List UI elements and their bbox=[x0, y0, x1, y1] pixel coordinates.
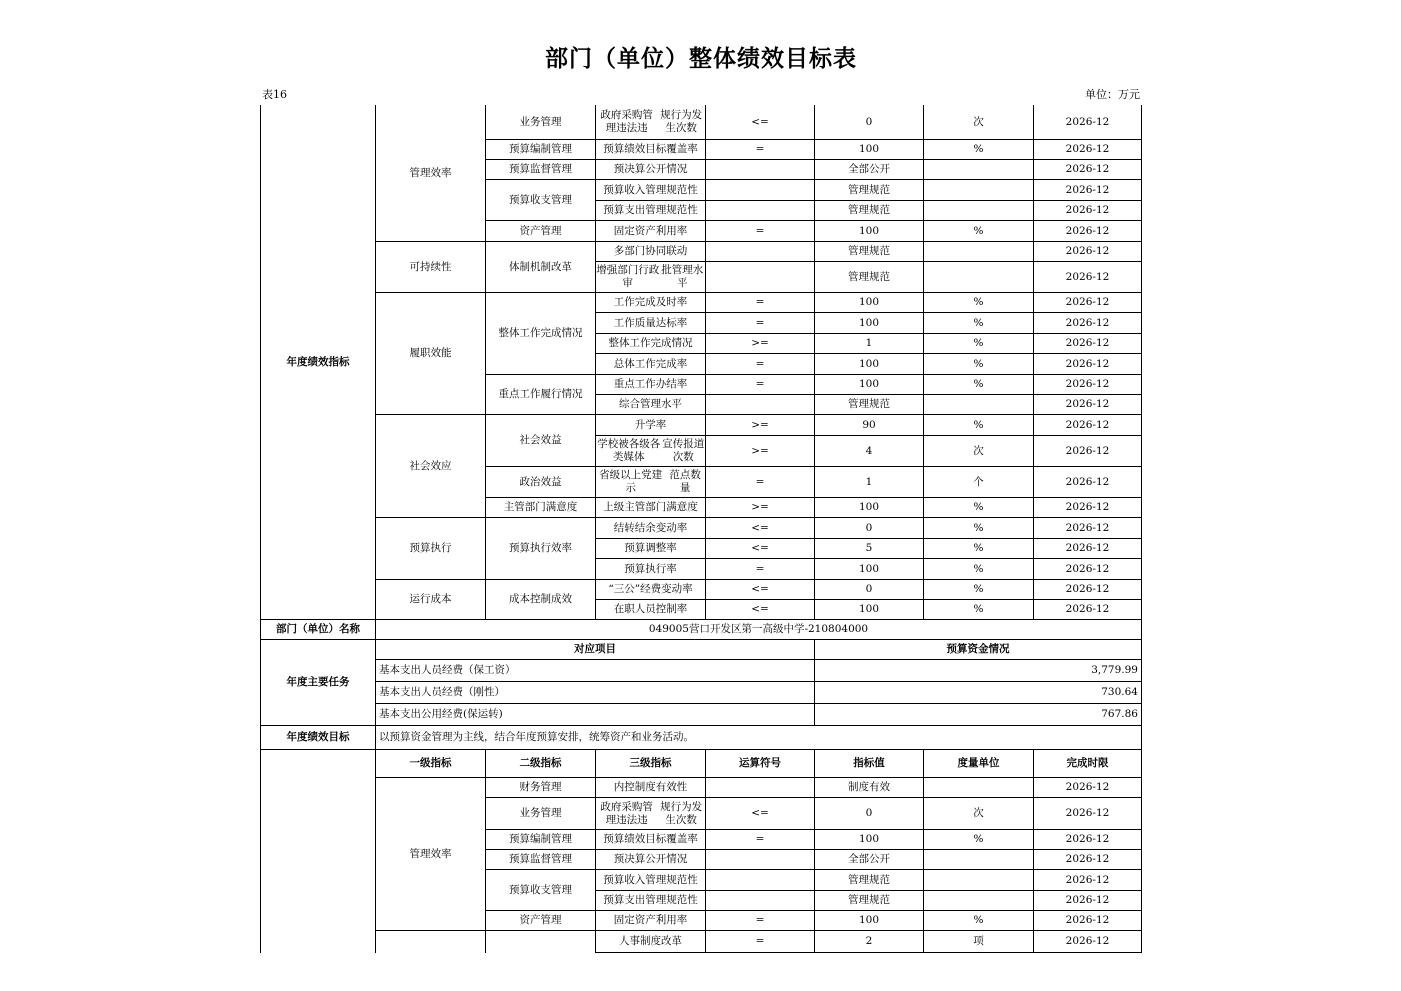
task-project-cell: 基本支出人员经费（刚性） bbox=[375, 682, 814, 704]
indicator-l3-cell: 学校被各级各类媒体 宣传报道次数 bbox=[595, 436, 705, 467]
operator-cell: <= bbox=[705, 580, 814, 600]
operator-cell: <= bbox=[705, 600, 814, 620]
indicator-l3-cell: 政府采购管理违法违 规行为发生次数 bbox=[595, 105, 705, 140]
header-3: 三级指标 bbox=[595, 750, 705, 778]
measure-unit-cell: 次 bbox=[923, 798, 1033, 830]
indicator-l3-cell: 预算支出管理规范性 bbox=[595, 201, 705, 221]
page-title: 部门（单位）整体绩效目标表 bbox=[545, 46, 857, 72]
indicator-l3-cell: 工作质量达标率 bbox=[595, 313, 705, 334]
indicator-value-cell: 1 bbox=[814, 467, 923, 498]
indicator-value-cell: 管理规范 bbox=[814, 242, 923, 262]
deadline-cell: 2026-12 bbox=[1033, 850, 1142, 870]
deadline-cell: 2026-12 bbox=[1033, 354, 1142, 375]
operator-cell: <= bbox=[705, 539, 814, 559]
indicator-value-cell: 0 bbox=[814, 798, 923, 830]
operator-cell: = bbox=[705, 293, 814, 313]
indicator-value-cell: 0 bbox=[814, 518, 923, 539]
indicator-l3-cell: 预算支出管理规范性 bbox=[595, 891, 705, 911]
indicator-l3-cell: 整体工作完成情况 bbox=[595, 334, 705, 354]
deadline-cell: 2026-12 bbox=[1033, 798, 1142, 830]
measure-unit-cell bbox=[923, 160, 1033, 180]
indicator-l1-cell: 预算执行 bbox=[375, 518, 485, 580]
indicator-l3-cell: 在职人员控制率 bbox=[595, 600, 705, 620]
indicator-l3-cell: 增强部门行政审 批管理水平 bbox=[595, 262, 705, 293]
deadline-cell: 2026-12 bbox=[1033, 436, 1142, 467]
operator-cell bbox=[705, 891, 814, 911]
task-project-cell: 基本支出公用经费(保运转) bbox=[375, 704, 814, 726]
measure-unit-cell bbox=[923, 201, 1033, 221]
header-7: 完成时限 bbox=[1033, 750, 1142, 778]
measure-unit-cell: 次 bbox=[923, 105, 1033, 140]
deadline-cell: 2026-12 bbox=[1033, 105, 1142, 140]
measure-unit-cell: % bbox=[923, 498, 1033, 518]
operator-cell bbox=[705, 778, 814, 798]
indicator-l3-cell: 政府采购管理违法违 规行为发生次数 bbox=[595, 798, 705, 830]
operator-cell: = bbox=[705, 559, 814, 580]
indicator-value-cell: 100 bbox=[814, 313, 923, 334]
indicator-value-cell: 100 bbox=[814, 911, 923, 931]
indicator-l3-cell: 预算执行率 bbox=[595, 559, 705, 580]
indicator-l2-cell: 资产管理 bbox=[485, 911, 595, 931]
deadline-cell: 2026-12 bbox=[1033, 891, 1142, 911]
indicator-l3-cell: 总体工作完成率 bbox=[595, 354, 705, 375]
indicator-l1-cell: 社会效应 bbox=[375, 415, 485, 518]
measure-unit-cell: % bbox=[923, 518, 1033, 539]
operator-cell: = bbox=[705, 830, 814, 850]
indicator-value-cell: 管理规范 bbox=[814, 262, 923, 293]
deadline-cell: 2026-12 bbox=[1033, 518, 1142, 539]
measure-unit-cell bbox=[923, 262, 1033, 293]
deadline-cell: 2026-12 bbox=[1033, 559, 1142, 580]
indicator-l2-cell: 体制机制改革 bbox=[485, 242, 595, 293]
indicator-value-cell: 1 bbox=[814, 334, 923, 354]
operator-cell bbox=[705, 160, 814, 180]
indicator-l3-cell: 多部门协同联动 bbox=[595, 242, 705, 262]
deadline-cell: 2026-12 bbox=[1033, 415, 1142, 436]
indicator-l3-cell: 重点工作办结率 bbox=[595, 375, 705, 395]
section-annual-indicators-cont bbox=[260, 750, 375, 953]
operator-cell: >= bbox=[705, 498, 814, 518]
indicator-l3-cell: 上级主管部门满意度 bbox=[595, 498, 705, 518]
deadline-cell: 2026-12 bbox=[1033, 375, 1142, 395]
indicator-l2-cell: 预算执行效率 bbox=[485, 518, 595, 580]
indicator-value-cell: 5 bbox=[814, 539, 923, 559]
operator-cell bbox=[705, 850, 814, 870]
indicator-l3-cell: 预算调整率 bbox=[595, 539, 705, 559]
deadline-cell: 2026-12 bbox=[1033, 467, 1142, 498]
indicator-value-cell: 100 bbox=[814, 498, 923, 518]
unit-label: 单位：万元 bbox=[1085, 88, 1140, 101]
deadline-cell: 2026-12 bbox=[1033, 778, 1142, 798]
deadline-cell: 2026-12 bbox=[1033, 600, 1142, 620]
indicator-value-cell: 100 bbox=[814, 140, 923, 160]
deadline-cell: 2026-12 bbox=[1033, 539, 1142, 559]
measure-unit-cell: % bbox=[923, 415, 1033, 436]
indicator-l3-cell: 升学率 bbox=[595, 415, 705, 436]
dept-name-value: 049005营口开发区第一高级中学-210804000 bbox=[375, 620, 1142, 640]
dept-name-label: 部门（单位）名称 bbox=[260, 620, 375, 640]
indicator-l3-cell: 预决算公开情况 bbox=[595, 850, 705, 870]
indicator-l1-cell-cont bbox=[375, 931, 485, 953]
operator-cell: = bbox=[705, 354, 814, 375]
operator-cell bbox=[705, 870, 814, 891]
task-amount-cell: 730.64 bbox=[814, 682, 1142, 704]
table-number: 表16 bbox=[262, 88, 287, 101]
tasks-col-project: 对应项目 bbox=[375, 640, 814, 660]
tasks-col-budget: 预算资金情况 bbox=[814, 640, 1142, 660]
indicator-l3-cell: 结转结余变动率 bbox=[595, 518, 705, 539]
indicator-value-cell: 全部公开 bbox=[814, 850, 923, 870]
indicator-value-cell: 管理规范 bbox=[814, 201, 923, 221]
indicator-l1-cell: 管理效率 bbox=[375, 105, 485, 242]
indicator-value-cell: 100 bbox=[814, 830, 923, 850]
indicator-l3-cell: 预算绩效目标覆盖率 bbox=[595, 140, 705, 160]
indicator-l2-cell: 业务管理 bbox=[485, 798, 595, 830]
deadline-cell: 2026-12 bbox=[1033, 293, 1142, 313]
indicator-l3-cell: 省级以上党建示 范点数量 bbox=[595, 467, 705, 498]
operator-cell: <= bbox=[705, 105, 814, 140]
operator-cell bbox=[705, 201, 814, 221]
indicator-value-cell: 100 bbox=[814, 559, 923, 580]
indicator-value-cell: 管理规范 bbox=[814, 395, 923, 415]
indicator-l2-cell: 业务管理 bbox=[485, 105, 595, 140]
indicator-l3-cell: 内控制度有效性 bbox=[595, 778, 705, 798]
operator-cell: = bbox=[705, 221, 814, 242]
task-amount-cell: 3,779.99 bbox=[814, 660, 1142, 682]
indicator-value-cell: 管理规范 bbox=[814, 870, 923, 891]
deadline-cell: 2026-12 bbox=[1033, 830, 1142, 850]
deadline-cell: 2026-12 bbox=[1033, 395, 1142, 415]
indicator-value-cell: 管理规范 bbox=[814, 891, 923, 911]
measure-unit-cell: % bbox=[923, 830, 1033, 850]
indicator-l3-cell: 人事制度改革 bbox=[595, 931, 705, 953]
deadline-cell: 2026-12 bbox=[1033, 201, 1142, 221]
indicator-l3-cell: 综合管理水平 bbox=[595, 395, 705, 415]
task-amount-cell: 767.86 bbox=[814, 704, 1142, 726]
indicator-value-cell: 制度有效 bbox=[814, 778, 923, 798]
indicator-l2-cell: 预算编制管理 bbox=[485, 140, 595, 160]
indicator-l3-cell: 预算收入管理规范性 bbox=[595, 180, 705, 201]
measure-unit-cell: % bbox=[923, 539, 1033, 559]
operator-cell: = bbox=[705, 140, 814, 160]
indicator-l2-cell: 预算监督管理 bbox=[485, 850, 595, 870]
indicator-l1-cell: 履职效能 bbox=[375, 293, 485, 415]
tasks-label: 年度主要任务 bbox=[260, 640, 375, 726]
operator-cell: = bbox=[705, 931, 814, 953]
deadline-cell: 2026-12 bbox=[1033, 498, 1142, 518]
deadline-cell: 2026-12 bbox=[1033, 911, 1142, 931]
indicator-value-cell: 2 bbox=[814, 931, 923, 953]
operator-cell: >= bbox=[705, 415, 814, 436]
indicator-value-cell: 100 bbox=[814, 221, 923, 242]
measure-unit-cell: % bbox=[923, 375, 1033, 395]
measure-unit-cell: 次 bbox=[923, 436, 1033, 467]
indicator-l2-cell: 预算收支管理 bbox=[485, 870, 595, 911]
indicator-l2-cell: 预算监督管理 bbox=[485, 160, 595, 180]
measure-unit-cell: % bbox=[923, 313, 1033, 334]
indicator-value-cell: 100 bbox=[814, 354, 923, 375]
measure-unit-cell bbox=[923, 395, 1033, 415]
deadline-cell: 2026-12 bbox=[1033, 580, 1142, 600]
deadline-cell: 2026-12 bbox=[1033, 160, 1142, 180]
measure-unit-cell bbox=[923, 850, 1033, 870]
deadline-cell: 2026-12 bbox=[1033, 180, 1142, 201]
measure-unit-cell bbox=[923, 870, 1033, 891]
operator-cell: <= bbox=[705, 518, 814, 539]
indicator-l3-cell: 预决算公开情况 bbox=[595, 160, 705, 180]
task-project-cell: 基本支出人员经费（保工资） bbox=[375, 660, 814, 682]
header-1: 一级指标 bbox=[375, 750, 485, 778]
deadline-cell: 2026-12 bbox=[1033, 221, 1142, 242]
measure-unit-cell: % bbox=[923, 600, 1033, 620]
indicator-l2-cell: 成本控制成效 bbox=[485, 580, 595, 620]
operator-cell: >= bbox=[705, 334, 814, 354]
indicator-value-cell: 0 bbox=[814, 580, 923, 600]
indicator-value-cell: 4 bbox=[814, 436, 923, 467]
deadline-cell: 2026-12 bbox=[1033, 262, 1142, 293]
indicator-l1-cell: 管理效率 bbox=[375, 778, 485, 931]
deadline-cell: 2026-12 bbox=[1033, 242, 1142, 262]
deadline-cell: 2026-12 bbox=[1033, 870, 1142, 891]
indicator-value-cell: 全部公开 bbox=[814, 160, 923, 180]
operator-cell: = bbox=[705, 375, 814, 395]
section-annual-indicators: 年度绩效指标 bbox=[260, 105, 375, 620]
indicator-l2-cell: 资产管理 bbox=[485, 221, 595, 242]
indicator-l2-cell: 重点工作履行情况 bbox=[485, 375, 595, 415]
indicator-l3-cell: 固定资产利用率 bbox=[595, 911, 705, 931]
deadline-cell: 2026-12 bbox=[1033, 140, 1142, 160]
indicator-value-cell: 100 bbox=[814, 293, 923, 313]
indicator-l1-cell: 可持续性 bbox=[375, 242, 485, 293]
operator-cell bbox=[705, 242, 814, 262]
indicator-l3-cell: 预算绩效目标覆盖率 bbox=[595, 830, 705, 850]
indicator-l3-cell: 固定资产利用率 bbox=[595, 221, 705, 242]
measure-unit-cell bbox=[923, 180, 1033, 201]
indicator-value-cell: 管理规范 bbox=[814, 180, 923, 201]
indicator-l3-cell: 预算收入管理规范性 bbox=[595, 870, 705, 891]
measure-unit-cell bbox=[923, 891, 1033, 911]
measure-unit-cell: % bbox=[923, 580, 1033, 600]
header-5: 指标值 bbox=[814, 750, 923, 778]
goal-text: 以预算资金管理为主线，结合年度预算安排，统筹资产和业务活动。 bbox=[375, 726, 1142, 750]
operator-cell bbox=[705, 395, 814, 415]
measure-unit-cell bbox=[923, 778, 1033, 798]
measure-unit-cell: 项 bbox=[923, 931, 1033, 953]
indicator-l3-cell: 工作完成及时率 bbox=[595, 293, 705, 313]
indicator-l3-cell: “三公”经费变动率 bbox=[595, 580, 705, 600]
operator-cell: <= bbox=[705, 798, 814, 830]
indicator-l2-cell: 财务管理 bbox=[485, 778, 595, 798]
header-4: 运算符号 bbox=[705, 750, 814, 778]
indicator-value-cell: 0 bbox=[814, 105, 923, 140]
indicator-l1-cell: 运行成本 bbox=[375, 580, 485, 620]
measure-unit-cell: % bbox=[923, 354, 1033, 375]
indicator-l2-cell: 主管部门满意度 bbox=[485, 498, 595, 518]
indicator-value-cell: 90 bbox=[814, 415, 923, 436]
indicator-l2-cell: 整体工作完成情况 bbox=[485, 293, 595, 375]
deadline-cell: 2026-12 bbox=[1033, 313, 1142, 334]
operator-cell: = bbox=[705, 911, 814, 931]
measure-unit-cell: % bbox=[923, 559, 1033, 580]
deadline-cell: 2026-12 bbox=[1033, 931, 1142, 953]
indicator-l2-cell: 预算编制管理 bbox=[485, 830, 595, 850]
operator-cell: = bbox=[705, 467, 814, 498]
operator-cell: >= bbox=[705, 436, 814, 467]
measure-unit-cell: % bbox=[923, 911, 1033, 931]
measure-unit-cell bbox=[923, 242, 1033, 262]
header-6: 度量单位 bbox=[923, 750, 1033, 778]
operator-cell bbox=[705, 180, 814, 201]
indicator-l2-cell: 政治效益 bbox=[485, 467, 595, 498]
measure-unit-cell: % bbox=[923, 293, 1033, 313]
measure-unit-cell: 个 bbox=[923, 467, 1033, 498]
operator-cell: = bbox=[705, 313, 814, 334]
measure-unit-cell: % bbox=[923, 334, 1033, 354]
measure-unit-cell: % bbox=[923, 140, 1033, 160]
indicator-l2-cell: 社会效益 bbox=[485, 415, 595, 467]
indicator-l2-cell bbox=[485, 931, 595, 953]
indicator-l2-cell: 预算收支管理 bbox=[485, 180, 595, 221]
indicator-value-cell: 100 bbox=[814, 375, 923, 395]
deadline-cell: 2026-12 bbox=[1033, 334, 1142, 354]
operator-cell bbox=[705, 262, 814, 293]
measure-unit-cell: % bbox=[923, 221, 1033, 242]
goal-label: 年度绩效目标 bbox=[260, 726, 375, 750]
header-2: 二级指标 bbox=[485, 750, 595, 778]
indicator-value-cell: 100 bbox=[814, 600, 923, 620]
